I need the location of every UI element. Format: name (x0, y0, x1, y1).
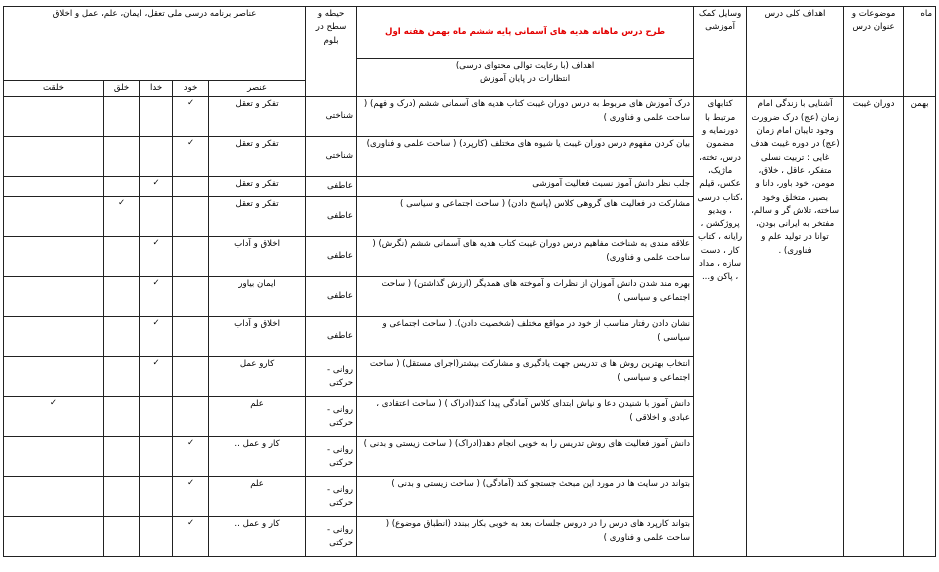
check-icon: ✓ (117, 198, 126, 209)
domain-header: حیطه و سطح در بلوم (306, 7, 357, 97)
element-cell: کارو عمل (209, 357, 306, 397)
khelqat-cell (4, 237, 104, 277)
khoda-cell (140, 357, 173, 397)
table-row (4, 97, 936, 137)
objective-cell: علاقه مندی به شناخت مفاهیم درس دوران غیبت کتاب هدیه های آسمانی ششم (نگرش) ( ساحت علمی و فناوری) (357, 237, 694, 277)
khalq-header: خلق (104, 81, 140, 97)
khod-cell (173, 177, 209, 197)
objective-cell: بیان کردن مفهوم درس دوران غیبت یا شیوه های مختلف (کارپرد) ( ساحت علمی و فناوری) (357, 137, 694, 177)
check-icon: ✓ (49, 398, 58, 409)
bloom-domain-cell: عاطفی (306, 277, 357, 317)
bloom-domain-cell: روانی - حرکتی (306, 397, 357, 437)
bloom-domain-cell: روانی - حرکتی (306, 357, 357, 397)
check-icon: ✓ (152, 178, 160, 189)
objective-cell: انتخاب بهترین روش ها ی تدریس جهت یادگیری و مشارکت بیشتر(اجرای مستقل) ( ساحت اجتماعی و سیاسی ) (357, 357, 694, 397)
expectations-subheader: انتظارات در پایان آموزش (479, 74, 571, 85)
element-cell: تفکر و تعقل (209, 137, 306, 177)
bloom-domain-cell: شناختی (306, 97, 357, 137)
khalq-cell (104, 137, 140, 177)
bloom-domain-cell: عاطفی (306, 197, 357, 237)
objective-cell: دانش آموز با شنیدن دعا و نیاش ابتدای کلاس آمادگی پیدا کند(ادراک ) ( ساحت اعتقادی ، عبادی و اخلاقی ) (357, 397, 694, 437)
lesson-plan-table (3, 6, 936, 557)
khod-cell (173, 437, 209, 477)
tools-header: وسایل کمک آموزشی (694, 7, 747, 97)
check-icon: ✓ (186, 518, 195, 529)
khelqat-cell (4, 177, 104, 197)
khod-cell (173, 517, 209, 557)
tools-cell: کتابهای مرتبط با دورنمایه و مضمون درس، تخته، ماژیک، عکس، قیلم ،کتاب درسی ، ویدیو پروژکشن ، رایانه ، کتاب کار ، دست سازه ، مداد ، پاکن و... (694, 97, 747, 557)
khod-cell (173, 197, 209, 237)
goals-subheader: اهداف (با رعایت توالی محتوای درسی) (455, 61, 595, 71)
bloom-domain-cell: عاطفی (306, 317, 357, 357)
topic-header: موضوعات و عنوان درس (844, 7, 904, 97)
element-cell: علم (209, 477, 306, 517)
objective-cell: درک آموزش های مربوط به درس دوران غیبت کتاب هدیه های آسمانی ششم (درک و فهم) ( ساحت علمی و فناوری ) (357, 97, 694, 137)
month-header: ماه (904, 7, 936, 97)
khelqat-cell (4, 397, 104, 437)
objective-cell: دانش آموز فعالیت های روش تدریس را به خوبی انجام دهد(ادراک) ( ساحت زیستی و بدنی ) (357, 437, 694, 477)
khalq-cell (104, 517, 140, 557)
khoda-header: خدا (140, 81, 173, 97)
khelqat-cell (4, 197, 104, 237)
bloom-domain-cell: روانی - حرکتی (306, 437, 357, 477)
month-cell: بهمن (904, 97, 936, 557)
objective-cell: جلب نظر دانش آموز نسبت فعالیت آموزشی (357, 177, 694, 197)
khoda-cell (140, 177, 173, 197)
goals-expectations-header (357, 59, 694, 97)
khelqat-cell (4, 137, 104, 177)
khalq-cell (104, 277, 140, 317)
check-icon: ✓ (186, 438, 195, 449)
bloom-domain-cell: شناختی (306, 137, 357, 177)
khod-cell (173, 317, 209, 357)
element-cell: کار و عمل .. (209, 437, 306, 477)
khoda-cell (140, 477, 173, 517)
check-icon: ✓ (186, 98, 195, 109)
khoda-cell (140, 397, 173, 437)
khoda-cell (140, 437, 173, 477)
check-icon: ✓ (152, 238, 160, 249)
khoda-cell (140, 197, 173, 237)
khoda-cell (140, 517, 173, 557)
element-cell: علم (209, 397, 306, 437)
khoda-cell (140, 317, 173, 357)
header-row-1 (4, 7, 936, 59)
khalq-cell (104, 317, 140, 357)
khelqat-header: خلقت (4, 81, 104, 97)
objective-cell: نشان دادن رفتار مناسب از خود در مواقع مختلف (شخصیت دادن). ( ساحت اجتماعی و سیاسی ) (357, 317, 694, 357)
khalq-cell (104, 237, 140, 277)
khod-cell (173, 477, 209, 517)
khod-cell (173, 137, 209, 177)
khelqat-cell (4, 317, 104, 357)
bloom-domain-cell: روانی - حرکتی (306, 477, 357, 517)
khoda-cell (140, 237, 173, 277)
khoda-cell (140, 137, 173, 177)
element-cell: تفکر و تعقل (209, 177, 306, 197)
objective-cell: مشارکت در فعالیت های گروهی کلاس (پاسخ دادن) ( ساحت اجتماعی و سیاسی ) (357, 197, 694, 237)
element-cell: اخلاق و آداب (209, 317, 306, 357)
check-icon: ✓ (152, 278, 160, 289)
page-title: طرح درس ماهانه هدیه های آسمانی پایه ششم ماه بهمن هفته اول (357, 7, 694, 59)
check-icon: ✓ (152, 318, 160, 329)
goals-header: اهداف کلی درس (747, 7, 844, 97)
element-header: عنصر (209, 81, 306, 97)
khod-cell (173, 97, 209, 137)
khelqat-cell (4, 437, 104, 477)
check-icon: ✓ (186, 478, 195, 489)
khalq-cell (104, 197, 140, 237)
khalq-cell (104, 357, 140, 397)
check-icon: ✓ (186, 138, 195, 149)
khelqat-cell (4, 357, 104, 397)
check-icon: ✓ (152, 358, 160, 369)
khelqat-cell (4, 517, 104, 557)
khelqat-cell (4, 97, 104, 137)
khalq-cell (104, 177, 140, 197)
khoda-cell (140, 97, 173, 137)
khalq-cell (104, 97, 140, 137)
khalq-cell (104, 397, 140, 437)
objective-cell: بهره مند شدن دانش آموزان از نظرات و آموخته های همدیگر (ارزش گذاشتن) ( ساحت اجتماعی و سیاسی ) (357, 277, 694, 317)
objective-cell: بتواند در سایت ها در مورد این مبحث جستجو کند (آمادگی) ( ساحت زیستی و بدنی ) (357, 477, 694, 517)
khalq-cell (104, 437, 140, 477)
goals-cell: آشنایی با زندگی امام زمان (عج) درک ضرورت وجود تایبان امام زمان (عج) در دوره غیبت هدف غایی : تربیت نسلی متفکر، عاقل ، خلاق، مومن، خود باور، دانا و بصیر، متخلق وخود ساخته، تلاش گر و سالم، مفتخر به ایرانی بودن، توانا در تولید علم و فناوری) . (747, 97, 844, 557)
element-cell: تفکر و تعقل (209, 97, 306, 137)
objective-cell: بتواند کارپرد های درس را در دروس جلسات بعد به خوبی بکار ببندد (انطباق موضوع) ( ساحت علمی و فناوری ) (357, 517, 694, 557)
khoda-cell (140, 277, 173, 317)
element-cell: ایمان بیاور (209, 277, 306, 317)
element-cell: کار و عمل .. (209, 517, 306, 557)
element-cell: اخلاق و آداب (209, 237, 306, 277)
khelqat-cell (4, 477, 104, 517)
curriculum-header: عناصر برنامه درسی ملی تعقل، ایمان، علم، عمل و اخلاق (4, 7, 306, 81)
topic-cell: دوران غیبت (844, 97, 904, 557)
khod-cell (173, 237, 209, 277)
khod-cell (173, 357, 209, 397)
khod-cell (173, 397, 209, 437)
bloom-domain-cell: عاطفی (306, 237, 357, 277)
khod-cell (173, 277, 209, 317)
khelqat-cell (4, 277, 104, 317)
khod-header: خود (173, 81, 209, 97)
khalq-cell (104, 477, 140, 517)
element-cell: تفکر و تعقل (209, 197, 306, 237)
bloom-domain-cell: روانی - حرکتی (306, 517, 357, 557)
bloom-domain-cell: عاطفی (306, 177, 357, 197)
